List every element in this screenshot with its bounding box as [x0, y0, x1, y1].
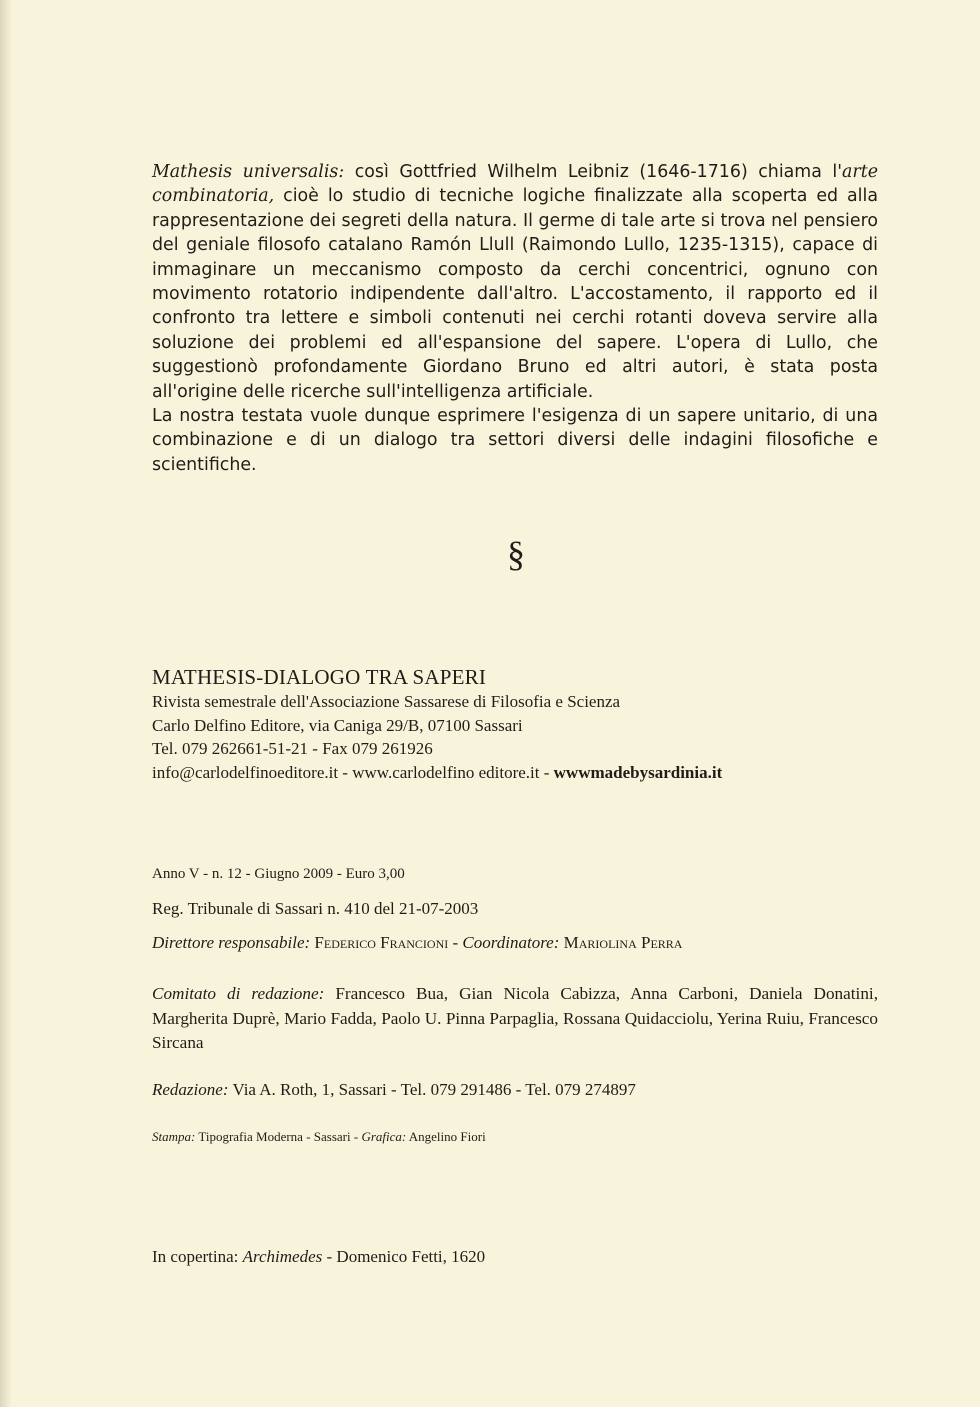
direttore-label: Direttore responsabile:	[152, 933, 311, 952]
cover-title: Archimedes	[242, 1247, 323, 1266]
stampa-text: Tipografia Moderna - Sassari -	[198, 1129, 362, 1144]
cover-credit	[152, 1246, 485, 1268]
masthead-website-bold: wwwmadebysardinia.it	[553, 762, 723, 782]
intro-text	[152, 160, 878, 477]
intro-text-1: così Gottfried Wilhelm Leibniz (1646-1716) chiama l'	[344, 162, 843, 182]
stampa-line	[152, 1128, 486, 1146]
intro-lead-italic: Mathesis universalis:	[152, 162, 345, 182]
masthead	[152, 664, 872, 784]
direttore-separator: -	[448, 933, 463, 952]
page-edge-shadow	[0, 0, 12, 1407]
comitato-redazione	[152, 982, 878, 1056]
direttore-line	[152, 932, 682, 954]
redazione-text: Via A. Roth, 1, Sassari - Tel. 079 291486 - Tel. 079 274897	[232, 1080, 636, 1099]
intro-text-2: cioè lo studio di tecniche logiche finalizzate alla scoperta ed alla rappresentazione dei segreti della natura. Il germe di tale arte si trova nel pensiero del geniale filosofo catalano Ramón Llull (Raimondo Lullo, 1235-1315), capace di immaginare un meccanismo composto da cerchi concentrici, ognuno con movimento rotatorio indipendente dall'altro. L'accostamento, il rapporto ed il confronto tra lettere e simboli contenuti nei cerchi rotanti doveva servire alla soluzione dei problemi ed all'espansione del sapere. L'opera di Lullo, che suggestionò profondamente Giordano Bruno ed altri autori, è stata posta all'origine delle ricerche sull'intelligenza artificiale.	[152, 186, 878, 402]
masthead-title: MATHESIS-DIALOGO TRA SAPERI	[152, 665, 487, 689]
coordinatore-label: Coordinatore:	[462, 933, 560, 952]
cover-label: In copertina:	[152, 1247, 243, 1266]
intro-paragraph-2: La nostra testata vuole dunque esprimere l'esigenza di un sapere unitario, di una combinazione e di un dialogo tra settori diversi delle indagini filosofiche e scientifiche.	[152, 406, 878, 475]
issue-info: Anno V - n. 12 - Giugno 2009 - Euro 3,00	[152, 866, 405, 882]
grafica-label: Grafica:	[361, 1129, 407, 1144]
redazione-label: Redazione:	[152, 1080, 229, 1099]
masthead-phone: Tel. 079 262661-51-21 - Fax 079 261926	[152, 739, 433, 758]
comitato-names: Francesco Bua, Gian Nicola Cabizza, Anna Carboni, Daniela Donatini, Margherita Duprè, Mario Fadda, Paolo U. Pinna Parpaglia, Rossana Quidacciolu, Yerina Ruiu, Francesco Sircana	[152, 984, 878, 1053]
redazione-line	[152, 1079, 636, 1101]
masthead-contacts	[152, 761, 872, 785]
comitato-label: Comitato di redazione:	[152, 984, 325, 1003]
intro-paragraph-1	[152, 160, 878, 404]
stampa-label: Stampa:	[152, 1129, 196, 1144]
masthead-subtitle: Rivista semestrale dell'Associazione Sassarese di Filosofia e Scienza	[152, 692, 621, 711]
intro-arte-italic: arte combinatoria,	[152, 162, 879, 207]
direttore-name: Federico Francioni	[314, 933, 449, 952]
masthead-contacts-text: info@carlodelfinoeditore.it - www.carlodelfino editore.it -	[152, 762, 554, 782]
cover-text: - Domenico Fetti, 1620	[322, 1247, 486, 1266]
masthead-publisher: Carlo Delfino Editore, via Caniga 29/B, 07100 Sassari	[152, 715, 523, 735]
coordinatore-name: Mariolina Perra	[563, 933, 683, 952]
section-sign: §	[507, 534, 525, 574]
grafica-text: Angelino Fiori	[408, 1129, 486, 1144]
registration-info: Reg. Tribunale di Sassari n. 410 del 21-07-2003	[152, 899, 479, 918]
